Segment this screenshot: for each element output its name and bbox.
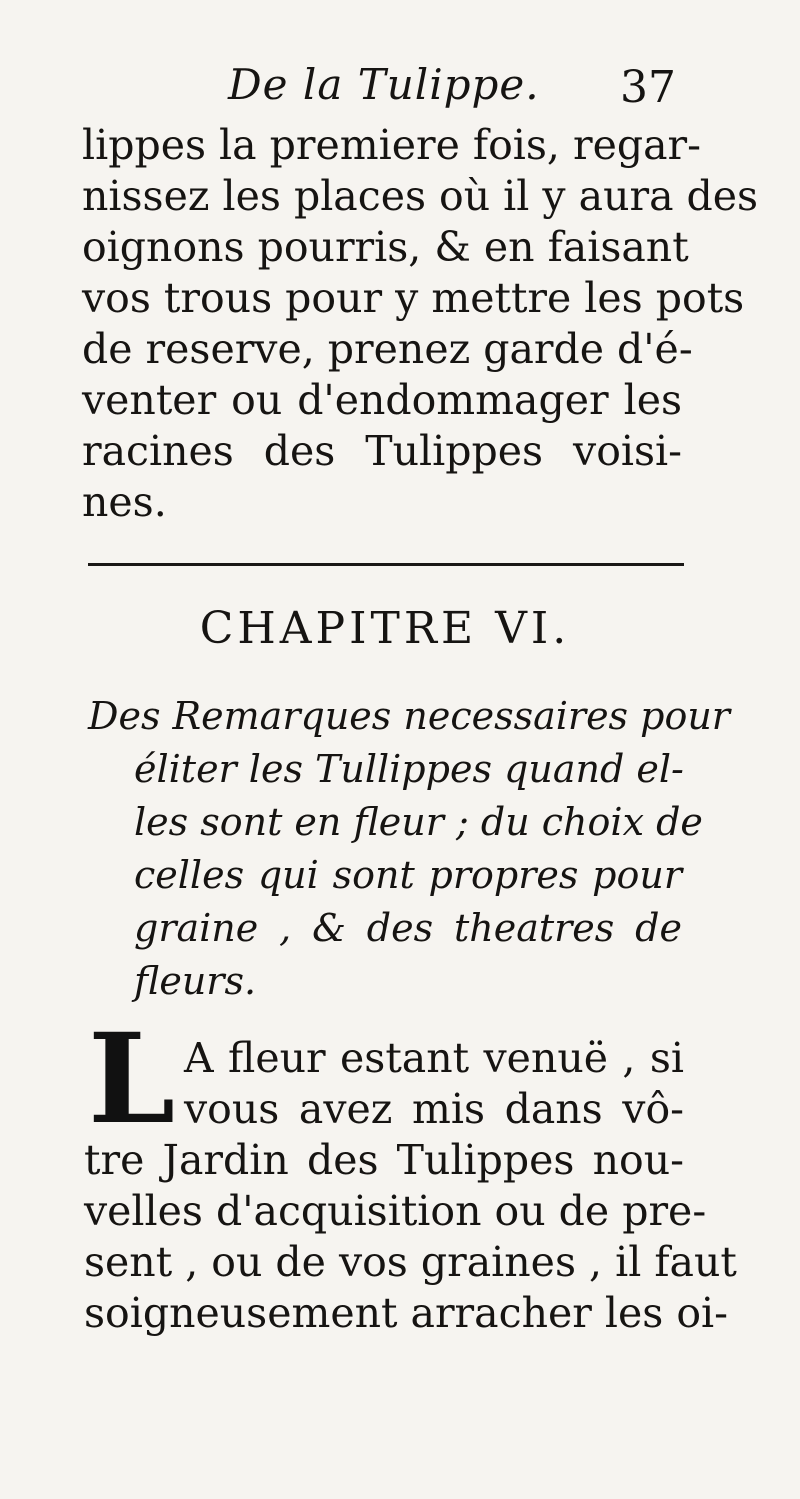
text-line: soigneusement arracher les oi- (84, 1289, 728, 1337)
summary-line: les sont en fleur ; du choix de (134, 800, 703, 844)
text-line: A fleur estant venuë , si (184, 1034, 684, 1082)
main-paragraph (84, 1033, 737, 1339)
text-line: venter ou d'endommager les (82, 376, 682, 424)
summary-line: graine , & des theatres de (134, 906, 682, 950)
text-line: vous avez mis dans vô- (184, 1085, 684, 1133)
text-line: oignons pourris, & en faisant (82, 223, 689, 271)
summary-line: éliter les Tullippes quand el- (134, 747, 684, 791)
text-line: nes. (82, 478, 167, 526)
summary-line: celles qui sont propres pour (134, 853, 682, 897)
summary-line: fleurs. (134, 959, 257, 1003)
summary-line: Des Remarques necessaires pour (88, 694, 730, 738)
running-title: De la Tulippe. (228, 60, 540, 109)
text-line: lippes la premiere fois, regar- (82, 121, 701, 169)
text-line: sent , ou de vos graines , il faut (84, 1238, 737, 1286)
top-paragraph (82, 120, 759, 528)
text-line: de reserve, prenez garde d'é- (82, 325, 693, 373)
drop-cap: L (88, 1007, 176, 1152)
page-number: 37 (620, 62, 676, 113)
text-line: vos trous pour y mettre les pots (82, 274, 745, 322)
text-line: tre Jardin des Tulippes nou- (84, 1136, 684, 1184)
section-divider (88, 563, 684, 566)
text-line: racines des Tulippes voisi- (82, 427, 682, 475)
chapter-heading: CHAPITRE VI. (199, 603, 571, 654)
text-line: velles d'acquisition ou de pre- (84, 1187, 707, 1235)
chapter-summary (88, 690, 730, 1008)
text-line: nissez les places où il y aura des (82, 172, 759, 220)
